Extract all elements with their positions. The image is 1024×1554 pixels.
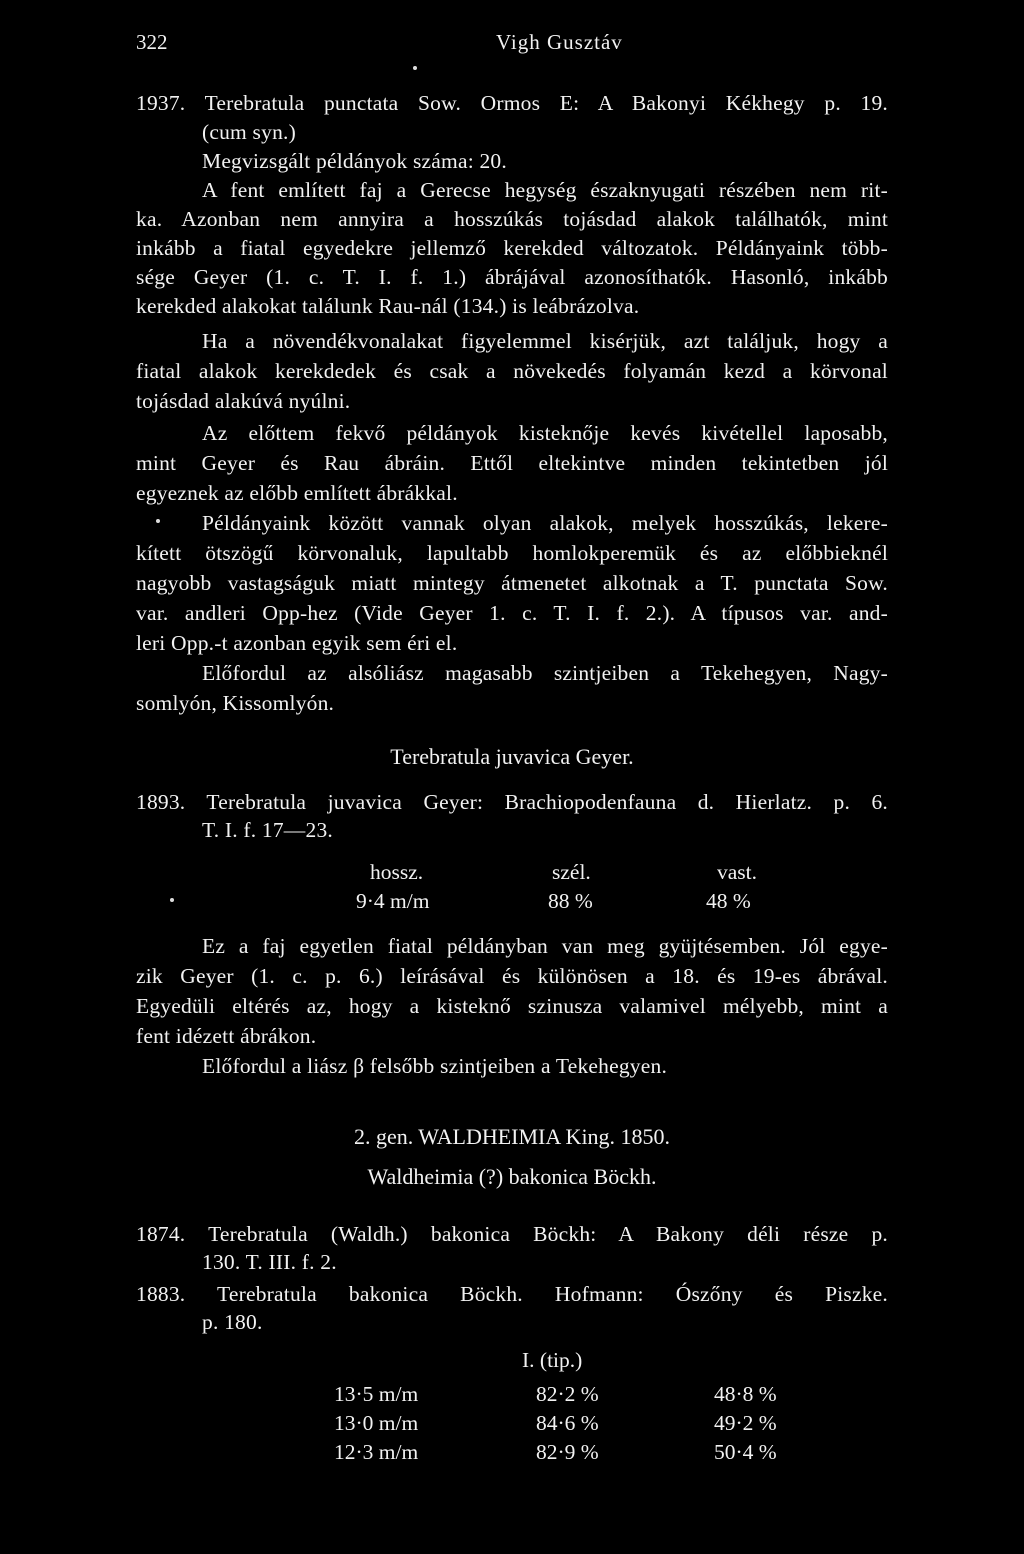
table-cell: 82·2 % [536,1382,599,1406]
running-title: Vigh Gusztáv [496,30,623,54]
reference-line: 1893. Terebratula juvavica Geyer: Brachiopodenfauna d. Hierlatz. p. 6. [136,790,888,814]
text-line: var. andleri Opp-hez (Vide Geyer 1. c. T. I. f. 2.). A típusos var. and- [136,601,888,625]
text-line: Egyedüli eltérés az, hogy a kisteknő szinusza valamivel mélyebb, mint a [136,994,888,1018]
text-line: sége Geyer (1. c. T. I. f. 1.) ábrájával azonosíthatók. Hasonló, inkább [136,265,888,289]
species-title: Waldheimia (?) bakonica Böckh. [367,1164,657,1189]
table-cell: 12·3 m/m [334,1440,419,1464]
text-line: Előfordul a liász β felsőbb szintjeiben a Tekehegyen. [202,1054,668,1078]
reference-line: p. 180. [202,1310,263,1334]
reference-line: 1883. Terebratula bakonica Böckh. Hofmann: Ószőny és Piszke. [136,1282,888,1306]
text-line: fiatal alakok kerekdedek és csak a növekedés folyamán kezd a körvonal [136,359,888,383]
text-line: A fent említett faj a Gerecse hegység északnyugati részében nem rit- [202,178,888,202]
text-line: mint Geyer és Rau ábráin. Ettől eltekintve minden tekintetben jól [136,451,888,475]
text-line: ka. Azonban nem annyira a hosszúkás tojásdad alakok találhatók, mint [136,207,888,231]
reference-line: 1874. Terebratula (Waldh.) bakonica Böckh: A Bakony déli része p. [136,1222,888,1246]
table-cell: 13·0 m/m [334,1411,419,1435]
text-line: Példányaink között vannak olyan alakok, melyek hosszúkás, lekere- [202,511,888,535]
table-header: vast. [717,860,758,884]
text-line: kített ötszögű körvonaluk, lapultabb homlokperemük és az előbbieknél [136,541,888,565]
text-line: Megvizsgált példányok száma: 20. [202,149,507,173]
table-cell: 48·8 % [714,1382,777,1406]
table-header: szél. [552,860,591,884]
text-line: Ha a növendékvonalakat figyelemmel kisérjük, azt találjuk, hogy a [202,329,888,353]
text-line: fent idézett ábrákon. [136,1024,317,1048]
scan-speck [170,898,174,902]
reference-line: T. I. f. 17—23. [202,818,333,842]
scan-speck [413,66,417,70]
table-cell: 13·5 m/m [334,1382,419,1406]
text-line: somlyón, Kissomlyón. [136,691,335,715]
text-line: Ez a faj egyetlen fiatal példányban van meg gyüjtésemben. Jól egye- [202,934,888,958]
text-line: leri Opp.-t azonban egyik sem éri el. [136,631,458,655]
text-line: Előfordul az alsóliász magasabb szintjeiben a Tekehegyen, Nagy- [202,661,888,685]
text-line: inkább a fiatal egyedekre jellemző kerekded változatok. Példányaink több- [136,236,888,260]
page-number: 322 [136,30,168,54]
scan-speck [156,519,160,523]
text-line: kerekded alakokat találunk Rau-nál (134.) is leábrázolva. [136,294,640,318]
table-cell: 88 % [548,889,593,913]
text-line: (cum syn.) [202,120,296,144]
table-cell: 82·9 % [536,1440,599,1464]
text-line: egyeznek az előbb említett ábrákkal. [136,481,458,505]
text-line: tojásdad alakúvá nyúlni. [136,389,351,413]
table-header: hossz. [370,860,424,884]
table-header: I. (tip.) [522,1348,583,1372]
table-cell: 84·6 % [536,1411,599,1435]
table-cell: 9·4 m/m [356,889,430,913]
text-line: 1937. Terebratula punctata Sow. Ormos E: A Bakonyi Kékhegy p. 19. [136,91,888,115]
table-cell: 50·4 % [714,1440,777,1464]
species-title: Terebratula juvavica Geyer. [390,744,634,769]
table-cell: 49·2 % [714,1411,777,1435]
text-line: nagyobb vastagságuk miatt mintegy átmenetet alkotnak a T. punctata Sow. [136,571,888,595]
reference-line: 130. T. III. f. 2. [202,1250,337,1274]
genus-title: 2. gen. WALDHEIMIA King. 1850. [353,1124,671,1149]
text-line: zik Geyer (1. c. p. 6.) leírásával és különösen a 18. és 19-es ábrával. [136,964,888,988]
table-cell: 48 % [706,889,751,913]
text-line: Az előttem fekvő példányok kisteknője kevés kivétellel laposabb, [202,421,888,445]
